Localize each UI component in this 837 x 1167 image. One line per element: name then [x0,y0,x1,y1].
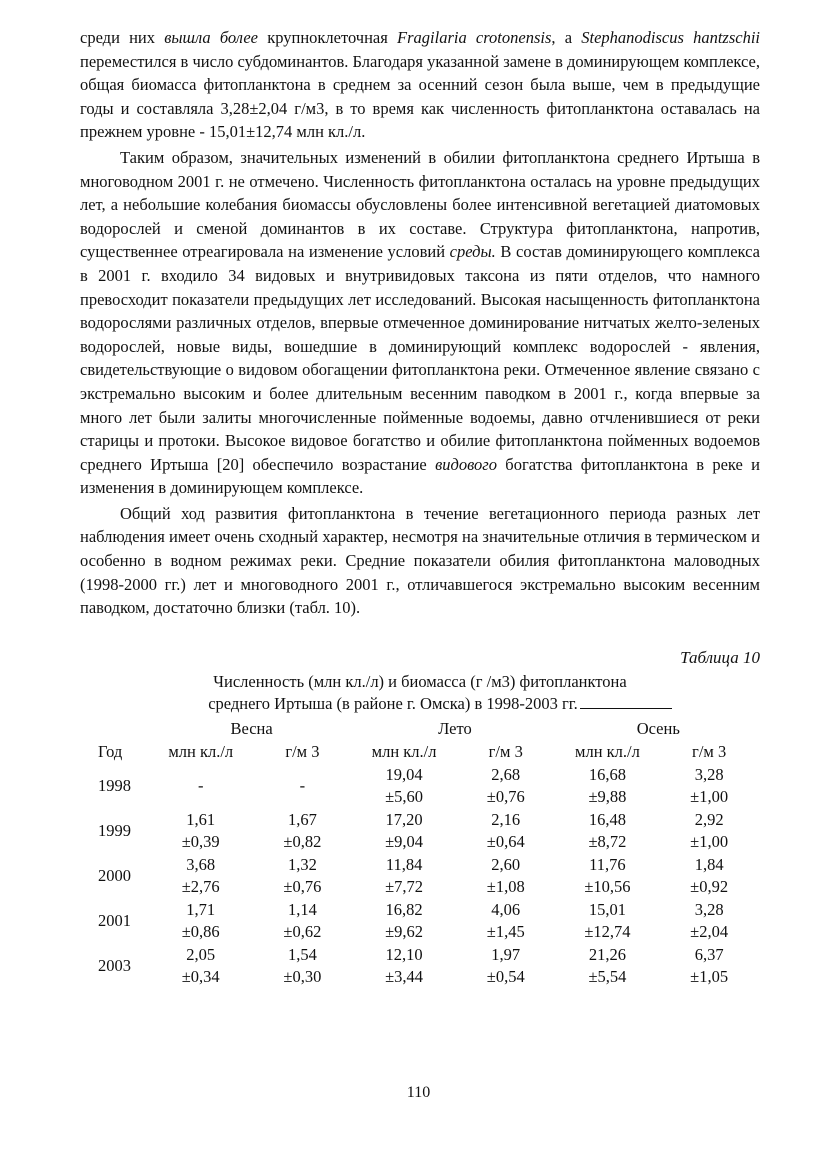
phytoplankton-table [80,717,760,989]
paragraph-3 [80,502,760,620]
table-title-line-2: среднего Иртыша (в районе г. Омска) в 1998-2003 гг. [80,693,760,715]
paragraph-2 [80,146,760,500]
row-year: 1999 [98,821,131,841]
table-cell-empty: - [197,776,204,796]
table-cell: ±0,92 [690,877,729,897]
text-run: В состав доминирующего комплекса в 2001 г. входило 34 видовых и внутривидовых таксона из пяти отделов, что намного превосходит показатели предыдущих лет исследований. Высокая насыщенность фитопланктона водорослями различных отделов, впервые отмеченное доминирование нитчатых желто-зеленых водорослей, новые виды, вошедшие в доминирующий комплекс водорослей - явления, свидетельствующие о видовом обогащении фитопланктона реки. Отмеченное явление связано с экстремально высоким и более длительным весенним паводком в 2001 г., когда впервые за много лет были залиты многочисленные пойменные водоемы, давно отчленившиеся от реки старицы и протоки. Высокое видовое богатство и обилие фитопланктона пойменных водоемов среднего Иртыша [20] обеспечило возрастание [80,242,760,474]
table-cell: ±0,64 [486,832,525,852]
table-row [80,809,760,832]
table-cell: ±5,54 [588,967,627,987]
italic-run: Stephanodiscus hantzschii [581,28,761,47]
season-autumn: Осень [636,719,680,739]
table-cell: 11,84 [385,854,423,874]
header-spring-biomass: г/м 3 [285,742,320,762]
text-run: переместился в число субдоминантов. Благодаря указанной замене в доминирующем комплексе, общая биомасса фитопланктона в среднем за осенний сезон была выше, чем в предыдущие годы и составляла 3,28±2,04 г/м3, в то время как численность фитопланктона оставалась на прежнем уровне - 15,01±12,74 млн кл./л. [80,51,760,142]
table-cell: ±0,82 [283,832,322,852]
table-cell: 12,10 [385,944,423,964]
header-autumn-biomass: г/м 3 [692,742,727,762]
table-cell: ±8,72 [588,832,627,852]
table-cell: 3,28 [694,764,724,784]
season-summer: Лето [438,719,472,739]
table-cell: 4,06 [491,899,521,919]
table-cell: ±1,00 [690,832,729,852]
row-year: 2000 [98,866,131,886]
table-cell: 16,82 [385,899,423,919]
text-run: , а [551,28,582,47]
page-body [80,26,760,989]
table-cell: 11,76 [589,854,626,874]
table-cell: 16,68 [588,764,626,784]
italic-run: среды. [449,242,496,262]
table-cell: ±5,60 [385,787,424,807]
season-header-row [80,717,760,741]
table-row [80,876,760,899]
header-summer-biomass: г/м 3 [488,742,523,762]
row-year: 1998 [98,776,131,796]
table-cell: 21,26 [588,944,626,964]
header-summer-count: млн кл./л [371,742,437,762]
table-cell: ±12,74 [584,922,631,942]
table-cell: ±1,08 [486,877,525,897]
table-cell: ±0,76 [283,877,322,897]
italic-run: видового [435,454,497,474]
table-row [80,944,760,967]
table-cell: ±0,39 [181,832,220,852]
text-run: богатства фитопланктона в реке и изменения в доминирующем комплексе. [80,454,761,498]
table-cell-empty: - [299,776,306,796]
table-row [80,831,760,854]
table-cell: ±1,45 [486,922,525,942]
text-run: крупноклеточная [258,28,398,47]
italic-run: Fragilaria crotonensis [397,28,552,47]
table-cell: 1,61 [186,809,216,829]
unit-header-row [80,741,760,764]
table-cell: 1,54 [287,944,317,964]
table-cell: 2,92 [694,809,724,829]
text-run: среди них [80,28,165,47]
table-cell: ±0,30 [283,967,322,987]
text-run: Таким образом, значительных изменений в обилии фитопланктона среднего Иртыша в многоводном 2001 г. не отмечено. Численность фитопланктона осталась на уровне предыдущих лет, а небольшие колебания биомассы обусловлены более интенсивной вегетацией диатомовых водорослей и сменой доминантов в их составе. Структура фитопланктона, напротив, существеннее отреагировала на изменение условий [80,147,760,262]
table-caption: Таблица 10 [680,647,760,667]
table-cell: ±2,76 [181,877,220,897]
table-row [80,921,760,944]
table-row [80,966,760,989]
table-cell: ±2,04 [690,922,729,942]
table-cell: 17,20 [385,809,423,829]
table-cell: 1,14 [287,899,317,919]
table-cell: 2,05 [186,944,216,964]
table-cell: 1,97 [491,944,521,964]
paragraph-1 [80,26,760,144]
table-row [80,764,760,787]
table-cell: 3,28 [694,899,724,919]
table-cell: 6,37 [694,944,724,964]
header-autumn-count: млн кл./л [575,742,640,762]
table-cell: 1,84 [694,854,724,874]
season-spring: Весна [230,719,273,739]
table-cell: ±1,00 [690,787,729,807]
table-cell: 1,71 [186,899,216,919]
table-cell: ±0,86 [181,922,220,942]
table-cell: ±9,04 [385,832,424,852]
row-year: 2001 [98,911,131,931]
table-cell: ±9,88 [588,787,627,807]
italic-run: вышла более [164,28,259,47]
table-row [80,854,760,877]
table-cell: ±0,76 [486,787,525,807]
table-cell: 19,04 [385,764,423,784]
header-spring-count: млн кл./л [168,742,234,762]
table-cell: ±7,72 [385,877,424,897]
table-cell: ±1,05 [690,967,729,987]
table-cell: ±0,34 [181,967,220,987]
table-cell: 1,32 [287,854,317,874]
text-run: Общий ход развития фитопланктона в течение вегетационного периода разных лет наблюдения имеет очень сходный характер, несмотря на значительные отличия в термическом и особенно в водном режимах реки. Средние показатели обилия фитопланктона маловодных (1998-2000 гг.) лет и многоводного 2001 г., отличавшегося экстремально высоким весенним паводком, достаточно близки (табл. 10). [80,503,760,618]
table-cell: 2,16 [491,809,521,829]
table-cell: ±0,62 [283,922,322,942]
table-title [80,671,760,715]
table-cell: 1,67 [287,809,317,829]
table-cell: ±9,62 [385,922,424,942]
table-cell: 2,68 [491,764,521,784]
table-cell: ±0,54 [486,967,525,987]
title-underline [580,694,672,709]
table-cell: 3,68 [186,854,216,874]
table-cell: 15,01 [588,899,626,919]
header-year: Год [98,742,123,762]
table-title-line-1: Численность (млн кл./л) и биомасса (г /м3) фитопланктона [213,672,627,692]
row-year: 2003 [98,956,131,976]
table-row [80,899,760,922]
table-cell: 2,60 [491,854,521,874]
table-cell: ±3,44 [385,967,424,987]
table-cell: ±10,56 [584,877,631,897]
page-number: 110 [406,1084,431,1101]
table-cell: 16,48 [588,809,626,829]
